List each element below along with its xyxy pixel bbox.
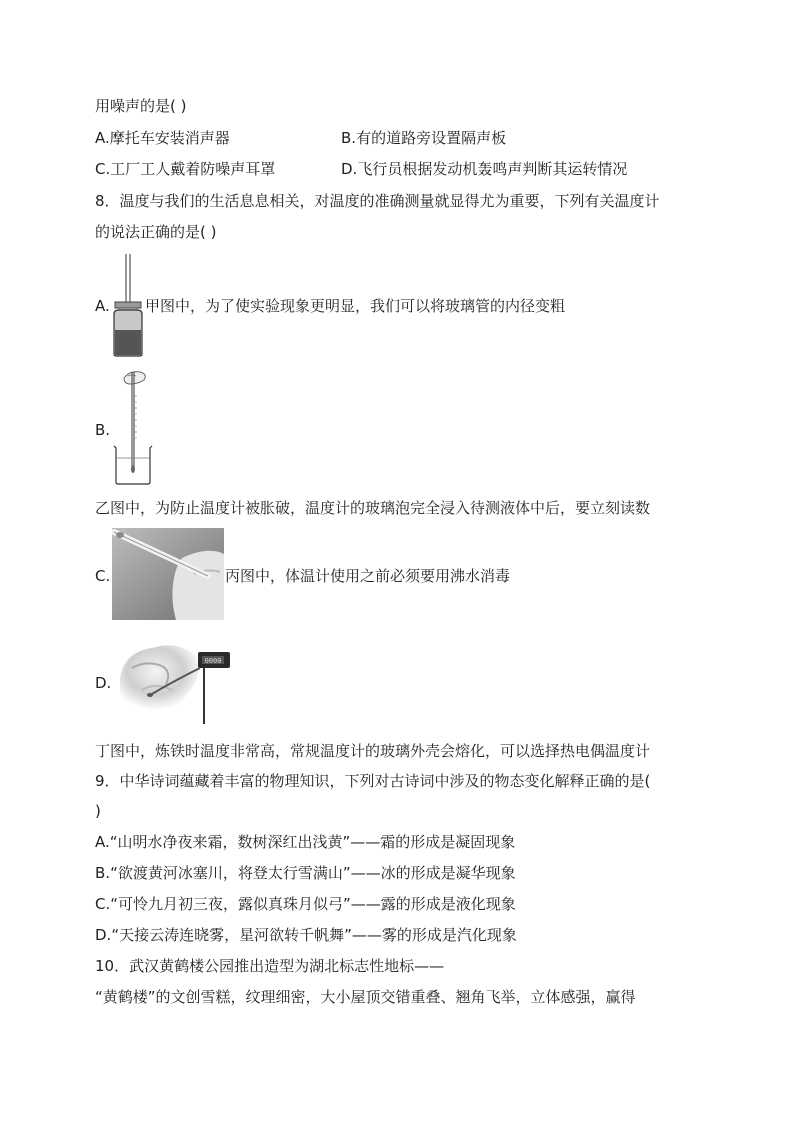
q7-option-a: A.摩托车安装消声器 bbox=[95, 129, 230, 147]
thermocouple-display: 0000 bbox=[204, 657, 222, 665]
q9-stem-cont: ) bbox=[95, 802, 101, 820]
q10-stem: 10．武汉黄鹤楼公园推出造型为湖北标志性地标—— bbox=[95, 957, 445, 975]
clinical-thermometer-photo bbox=[112, 528, 224, 620]
thermometer-beaker-figure bbox=[110, 366, 154, 486]
q8-option-c-label: C. bbox=[95, 567, 111, 585]
q8-stem-cont: 的说法正确的是( ) bbox=[95, 223, 217, 241]
q9-option-a: A.“山明水净夜来霜，数树深红出浅黄”——霜的形成是凝固现象 bbox=[95, 833, 516, 851]
q8-option-d-text: 丁图中，炼铁时温度非常高，常规温度计的玻璃外壳会熔化，可以选择热电偶温度计 bbox=[95, 742, 651, 760]
q7-option-d: D.飞行员根据发动机轰鸣声判断其运转情况 bbox=[341, 160, 628, 178]
q8-stem: 8．温度与我们的生活息息相关，对温度的准确测量就显得尤为重要，下列有关温度计 bbox=[95, 192, 660, 210]
q8-option-d-label: D. bbox=[95, 674, 112, 692]
q7-option-c: C.工厂工人戴着防噪声耳罩 bbox=[95, 160, 276, 178]
q9-stem: 9．中华诗词蕴藏着丰富的物理知识，下列对古诗词中涉及的物态变化解释正确的是( bbox=[95, 772, 651, 790]
q8-option-b-text: 乙图中，为防止温度计被胀破，温度计的玻璃泡完全浸入待测液体中后，要立刻读数 bbox=[95, 499, 651, 517]
q7-option-b: B.有的道路旁设置隔声板 bbox=[341, 129, 507, 147]
q8-option-a-text: 甲图中，为了使实验现象更明显，我们可以将玻璃管的内径变粗 bbox=[145, 297, 566, 315]
q9-option-b: B.“欲渡黄河冰塞川，将登太行雪满山”——冰的形成是凝华现象 bbox=[95, 864, 516, 882]
q10-stem-cont: “黄鹤楼”的文创雪糕，纹理细密，大小屋顶交错重叠、翘角飞举，立体感强，赢得 bbox=[95, 988, 636, 1006]
q7-stem-tail: 用噪声的是( ) bbox=[95, 97, 187, 115]
q9-option-d: D.“天接云涛连晓雾，星河欲转千帆舞”——雾的形成是汽化现象 bbox=[95, 926, 517, 944]
thermocouple-photo bbox=[112, 638, 232, 726]
q9-option-c: C.“可怜九月初三夜，露似真珠月似弓”——露的形成是液化现象 bbox=[95, 895, 516, 913]
thermometer-bottle-figure bbox=[111, 252, 145, 358]
q8-option-b-label: B. bbox=[95, 421, 111, 439]
q8-option-c-text: 丙图中，体温计使用之前必须要用沸水消毒 bbox=[225, 567, 511, 585]
q8-option-a-label: A. bbox=[95, 297, 110, 315]
